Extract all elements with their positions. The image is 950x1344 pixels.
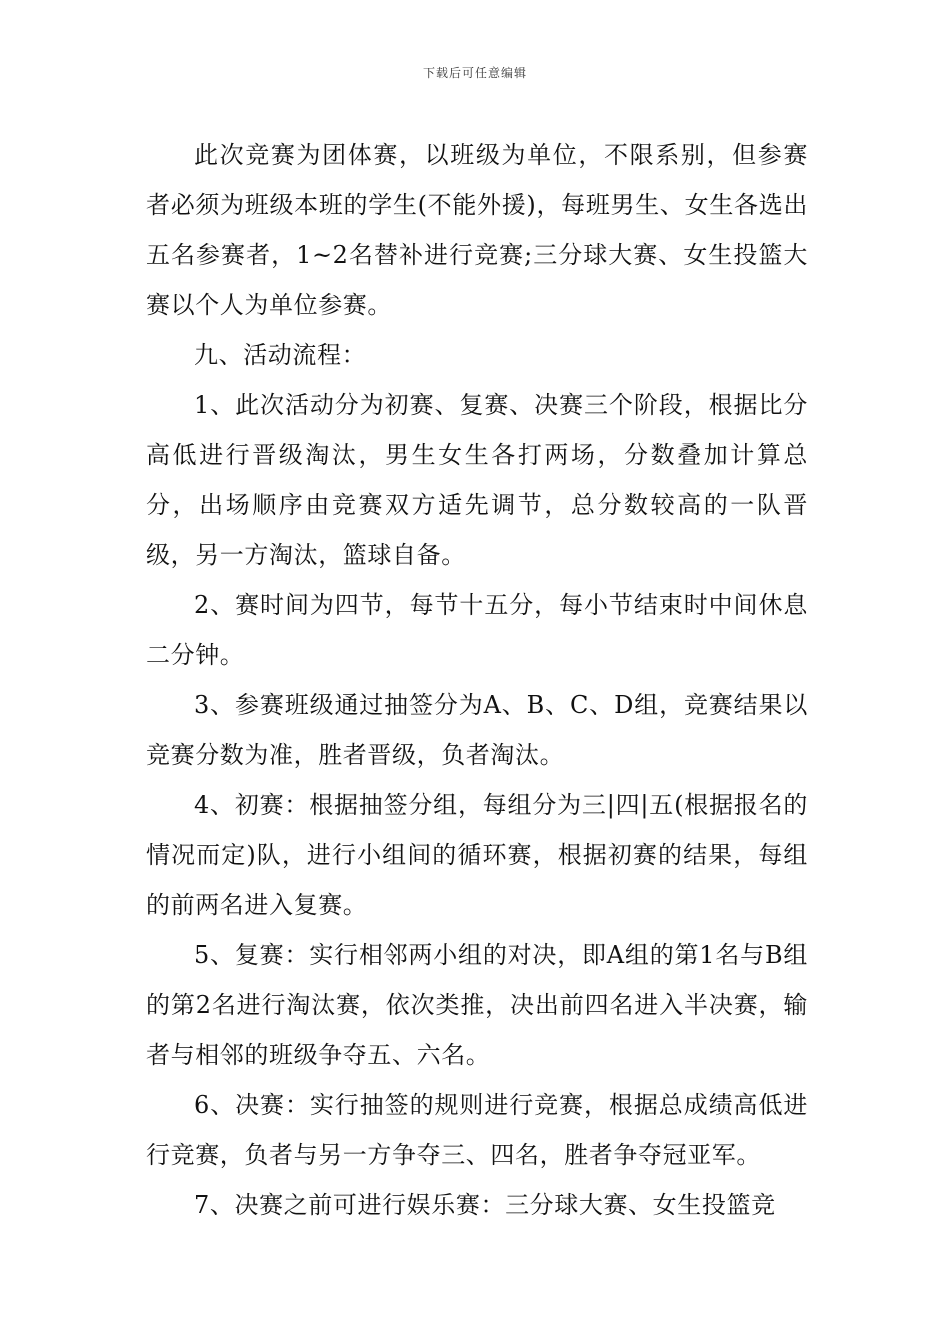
section-heading-activity-flow: 九、活动流程： (194, 341, 367, 369)
paragraph-step-2: 2、赛时间为四节，每节十五分，每小节结束时中间休息二分钟。 (146, 591, 808, 669)
paragraph-step-6: 6、决赛：实行抽签的规则进行竞赛，根据总成绩高低进行竞赛，负者与另一方争夺三、四名，胜者争夺冠亚军。 (146, 1091, 808, 1169)
paragraph-step-4: 4、初赛：根据抽签分组，每组分为三|四|五(根据报名的情况而定)队，进行小组间的循环赛，根据初赛的结果，每组的前两名进入复赛。 (146, 791, 808, 919)
document-body (146, 130, 808, 1230)
page-header: 下载后可任意编辑 (422, 66, 527, 80)
paragraph-step-1: 1、此次活动分为初赛、复赛、决赛三个阶段，根据比分高低进行晋级淘汰，男生女生各打两场，分数叠加计算总分，出场顺序由竞赛双方适先调节，总分数较高的一队晋级，另一方淘汰，篮球自备。 (146, 391, 808, 569)
paragraph-step-3: 3、参赛班级通过抽签分为A、B、C、D组，竞赛结果以竞赛分数为准，胜者晋级，负者淘汰。 (146, 691, 808, 769)
paragraph-team-rules: 此次竞赛为团体赛，以班级为单位，不限系别，但参赛者必须为班级本班的学生(不能外援)，每班男生、女生各选出五名参赛者，1~2名替补进行竞赛;三分球大赛、女生投篮大赛以个人为单位参赛。 (146, 141, 808, 319)
paragraph-step-5: 5、复赛：实行相邻两小组的对决，即A组的第1名与B组的第2名进行淘汰赛，依次类推，决出前四名进入半决赛，输者与相邻的班级争夺五、六名。 (146, 941, 808, 1069)
paragraph-step-7: 7、决赛之前可进行娱乐赛：三分球大赛、女生投篮竞 (194, 1191, 776, 1219)
